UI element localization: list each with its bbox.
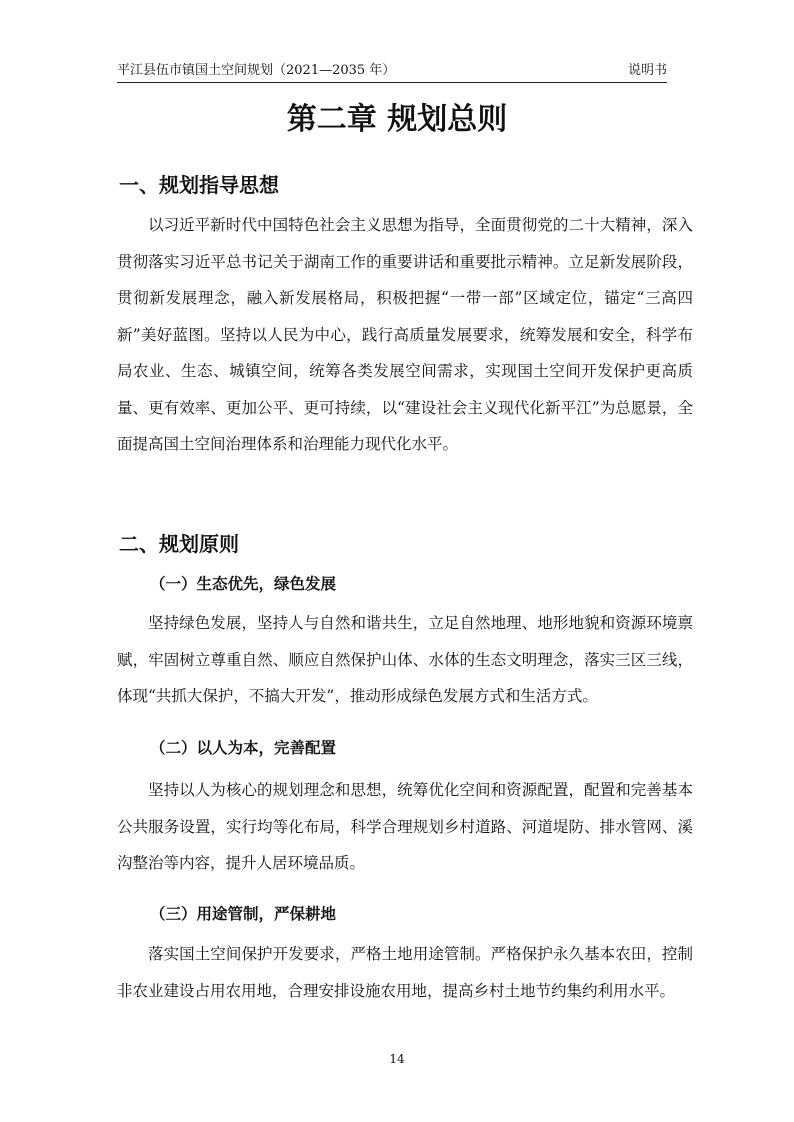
section-heading-guiding-thought: 一、规划指导思想	[119, 173, 279, 197]
paragraph-land-use: 落实国土空间保护开发要求，严格土地用途管制。严格保护永久基本农田，控制非农业建设占用农用地，合理安排设施农用地，提高乡村土地节约集约利用水平。	[117, 945, 693, 1000]
chapter-title: 第二章 规划总则	[286, 102, 508, 137]
header-doc-type: 说明书	[627, 63, 667, 78]
subsection-heading-ecology: （一）生态优先，绿色发展	[150, 575, 337, 593]
subsection-heading-land-use: （三）用途管制，严保耕地	[150, 905, 337, 923]
page-header	[117, 64, 667, 83]
section-heading-principles: 二、规划原则	[119, 532, 239, 556]
paragraph-people: 坚持以人为核心的规划理念和思想，统筹优化空间和资源配置，配置和完善基本公共服务设置，实行均等化布局，科学合理规划乡村道路、河道堤防、排水管网、溪沟整治等内容，提升人居环境品质。	[117, 781, 693, 872]
subsection-heading-people: （二）以人为本，完善配置	[150, 739, 337, 757]
paragraph-ecology: 坚持绿色发展，坚持人与自然和谐共生，立足自然地理、地形地貌和资源环境禀赋，牢固树立尊重自然、顺应自然保护山体、水体的生态文明理念，落实三区三线，体现“共抓大保护，不搞大开发”，推动形成绿色发展方式和生活方式。	[117, 614, 693, 705]
page-number: 14	[389, 1052, 405, 1066]
paragraph-guiding-thought: 以习近平新时代中国特色社会主义思想为指导，全面贯彻党的二十大精神，深入贯彻落实习近平总书记关于湖南工作的重要讲话和重要批示精神。立足新发展阶段，贯彻新发展理念，融入新发展格局，积极把握“一带一部”区域定位，锚定“三高四新”美好蓝图。坚持以人民为中心，践行高质量发展要求，统筹发展和安全，科学布局农业、生态、城镇空间，统筹各类发展空间需求，实现国土空间开发保护更高质量、更有效率、更加公平、更可持续，以“建设社会主义现代化新平江”为总愿景，全面提高国土空间治理体系和治理能力现代化水平。	[117, 216, 693, 453]
header-doc-title: 平江县伍市镇国土空间规划（2021—2035 年）	[117, 63, 396, 78]
